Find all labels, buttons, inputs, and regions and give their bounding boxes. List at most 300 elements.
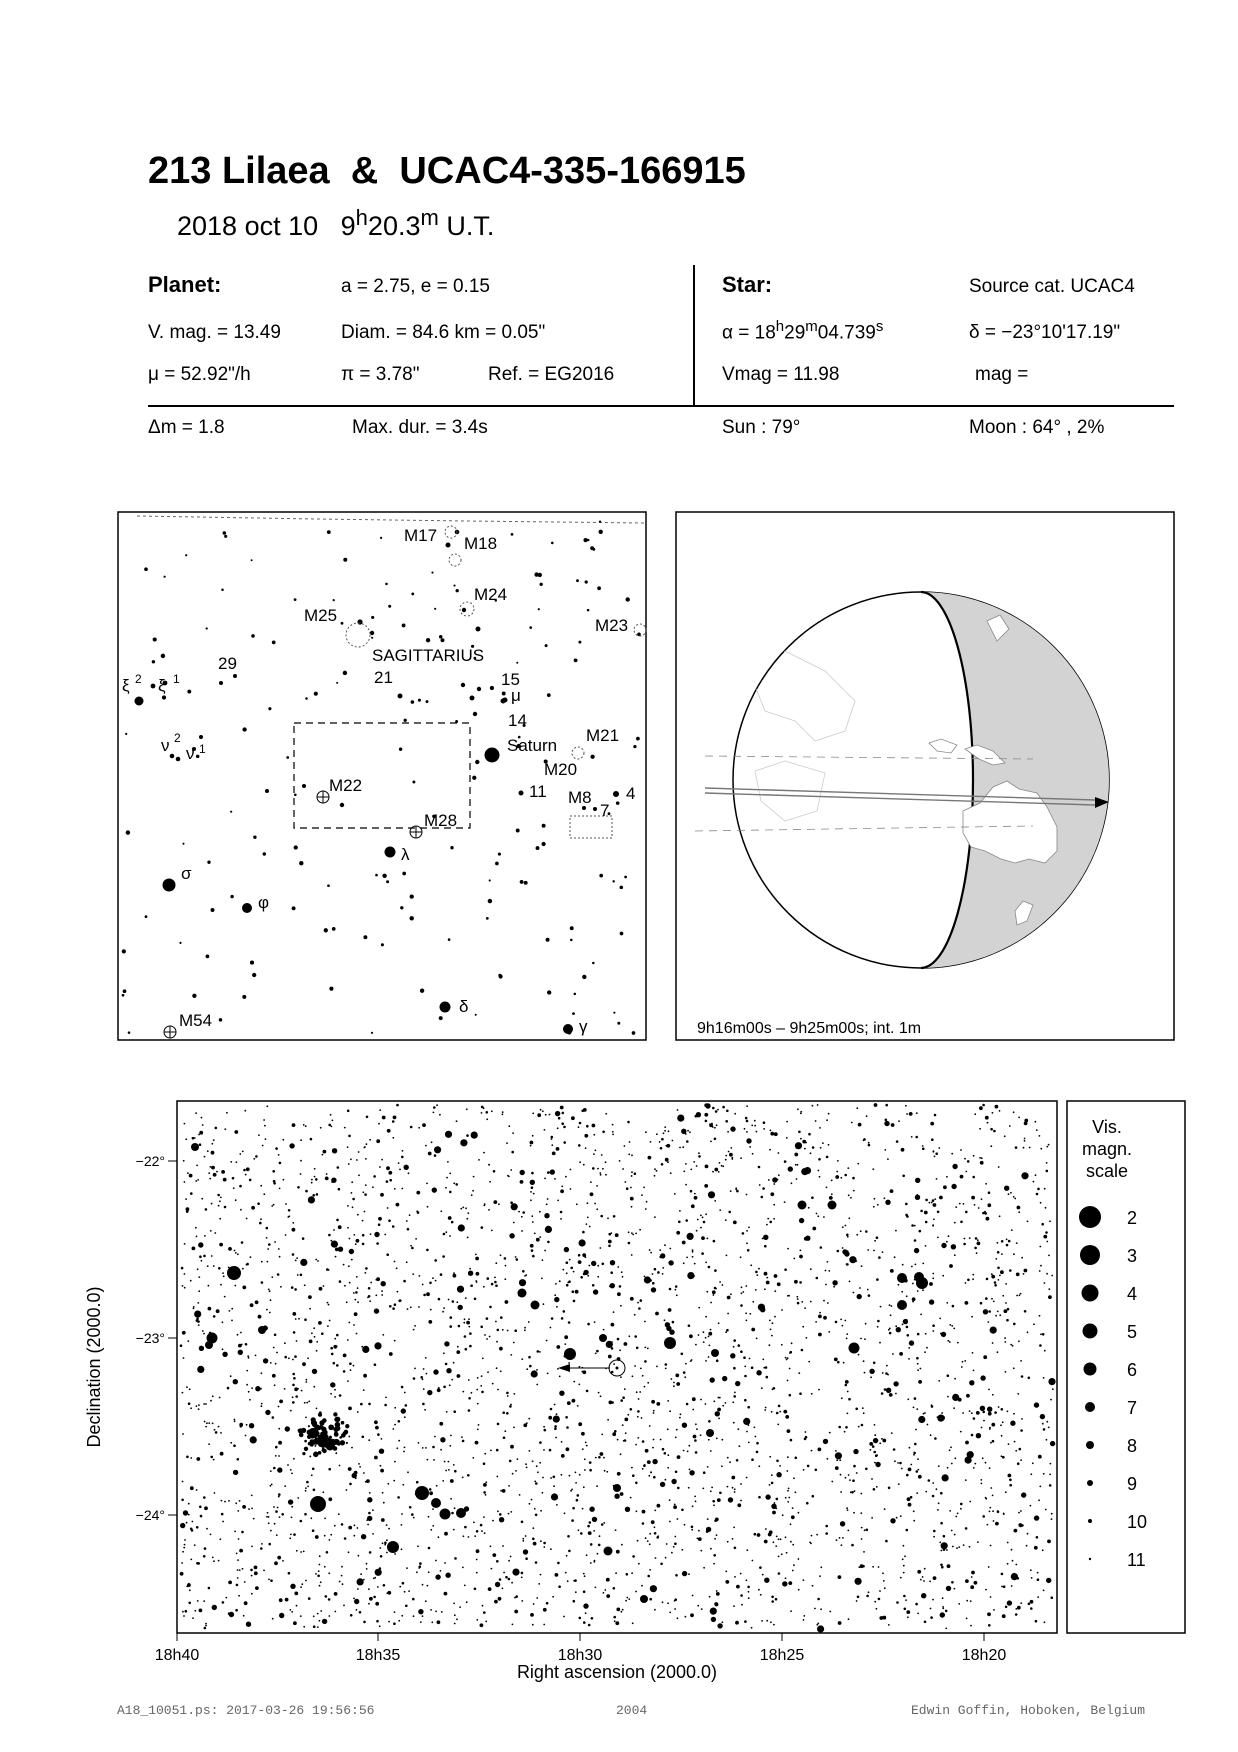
planet-heading: Planet: <box>148 272 222 297</box>
chart-star <box>876 1608 878 1610</box>
chart-star <box>432 1187 437 1192</box>
chart-star <box>837 1160 839 1162</box>
chart-star <box>530 1244 534 1248</box>
chart-star <box>372 1533 374 1535</box>
chart-star <box>305 1417 307 1419</box>
chart-star <box>508 1578 511 1581</box>
chart-star <box>567 1535 570 1538</box>
chart-star <box>942 1608 944 1610</box>
chart-star <box>477 1377 479 1379</box>
chart-star <box>506 1392 509 1395</box>
label-phi: φ <box>258 893 270 912</box>
chart-star <box>690 1190 693 1193</box>
chart-star <box>855 1578 862 1585</box>
chart-star <box>209 1332 212 1335</box>
chart-star <box>646 1201 648 1203</box>
label-mu: μ <box>511 686 521 705</box>
finder-star <box>412 781 415 784</box>
chart-star <box>297 1186 300 1189</box>
chart-star <box>705 1337 707 1339</box>
chart-star <box>836 1459 838 1461</box>
chart-star <box>343 1431 347 1435</box>
finder-star <box>462 608 466 612</box>
chart-star <box>278 1496 280 1498</box>
chart-star <box>198 1324 200 1326</box>
chart-star <box>856 1600 858 1602</box>
chart-star <box>686 1257 688 1259</box>
chart-star <box>631 1206 633 1208</box>
chart-star <box>1037 1188 1040 1191</box>
chart-star <box>331 1178 336 1183</box>
chart-star <box>483 1152 485 1154</box>
chart-star <box>687 1451 689 1453</box>
chart-star <box>356 1333 358 1335</box>
chart-star <box>251 1508 253 1510</box>
chart-star <box>535 1514 538 1517</box>
chart-star <box>205 1625 207 1627</box>
chart-star <box>536 1369 538 1371</box>
chart-star <box>208 1172 210 1174</box>
chart-star <box>997 1511 1000 1514</box>
chart-star <box>635 1482 638 1485</box>
chart-star <box>368 1295 371 1298</box>
chart-star <box>595 1587 597 1589</box>
chart-star <box>879 1442 881 1444</box>
chart-star <box>354 1471 358 1475</box>
chart-star <box>241 1531 244 1534</box>
chart-star <box>381 1438 383 1440</box>
chart-star <box>367 1497 372 1502</box>
chart-star <box>1039 1246 1041 1248</box>
finder-star <box>431 572 433 574</box>
chart-star <box>211 1151 215 1155</box>
legend-mag-2: 2 <box>1127 1208 1138 1228</box>
chart-star <box>355 1243 357 1245</box>
chart-star <box>1007 1308 1010 1311</box>
chart-star <box>848 1398 851 1401</box>
chart-star <box>447 1161 449 1163</box>
chart-star <box>600 1452 604 1456</box>
chart-star <box>759 1184 761 1186</box>
chart-star <box>601 1154 603 1156</box>
chart-star <box>756 1274 758 1276</box>
chart-star <box>611 1323 615 1327</box>
chart-star <box>593 1530 595 1532</box>
chart-star <box>335 1422 341 1428</box>
chart-star <box>947 1396 949 1398</box>
chart-star <box>259 1222 262 1225</box>
chart-star <box>962 1361 964 1363</box>
chart-star <box>386 1539 388 1541</box>
chart-star <box>255 1155 258 1158</box>
chart-star <box>915 1429 917 1431</box>
chart-star <box>502 1545 504 1547</box>
chart-star <box>272 1416 275 1419</box>
chart-star <box>525 1535 527 1537</box>
chart-star <box>334 1611 336 1613</box>
chart-star <box>774 1274 778 1278</box>
chart-star <box>564 1348 576 1360</box>
chart-star <box>698 1530 700 1532</box>
chart-star <box>705 1316 707 1318</box>
chart-star <box>903 1572 905 1574</box>
chart-star <box>793 1477 795 1479</box>
chart-star <box>703 1567 705 1569</box>
chart-star <box>456 1350 460 1354</box>
chart-star <box>640 1299 643 1302</box>
finder-star <box>265 789 269 793</box>
chart-star <box>533 1193 535 1195</box>
chart-star <box>328 1304 330 1306</box>
chart-star <box>566 1261 569 1264</box>
finder-star <box>163 879 176 892</box>
chart-star <box>425 1357 427 1359</box>
chart-star <box>1050 1399 1052 1401</box>
chart-star <box>732 1487 734 1489</box>
chart-star <box>712 1107 715 1110</box>
chart-star <box>532 1255 535 1258</box>
chart-star <box>376 1620 379 1623</box>
chart-star <box>483 1491 486 1494</box>
chart-star <box>330 1382 335 1387</box>
chart-star <box>766 1620 768 1622</box>
chart-star <box>233 1444 236 1447</box>
chart-star <box>995 1315 997 1317</box>
chart-star <box>219 1397 221 1399</box>
chart-star <box>442 1311 444 1313</box>
finder-star <box>574 993 577 996</box>
chart-star <box>884 1149 886 1151</box>
chart-star <box>972 1278 974 1280</box>
chart-star <box>261 1405 263 1407</box>
chart-star <box>199 1255 202 1258</box>
chart-star <box>751 1458 754 1461</box>
chart-star <box>890 1518 895 1523</box>
chart-star <box>910 1464 912 1466</box>
chart-star <box>742 1232 745 1235</box>
chart-star <box>454 1614 456 1616</box>
chart-star <box>747 1406 750 1409</box>
chart-star <box>1015 1613 1018 1616</box>
chart-star <box>1001 1435 1003 1437</box>
chart-star <box>380 1469 384 1473</box>
chart-star <box>613 1485 615 1487</box>
chart-star <box>266 1227 269 1230</box>
chart-star <box>690 1169 692 1171</box>
chart-star <box>198 1242 203 1247</box>
chart-star <box>645 1449 649 1453</box>
chart-star <box>384 1404 387 1407</box>
chart-star <box>583 1603 588 1608</box>
finder-star <box>324 928 328 932</box>
chart-star <box>686 1403 689 1406</box>
chart-star <box>716 1534 718 1536</box>
chart-star <box>1021 1492 1026 1497</box>
chart-star <box>983 1420 985 1422</box>
chart-star <box>751 1366 754 1369</box>
chart-star <box>544 1178 546 1180</box>
chart-star <box>859 1287 861 1289</box>
chart-star <box>405 1404 408 1407</box>
chart-star <box>367 1524 369 1526</box>
chart-star <box>662 1601 664 1603</box>
chart-star <box>971 1412 973 1414</box>
chart-star <box>356 1527 358 1529</box>
x-axis-label: Right ascension (2000.0) <box>516 1662 718 1682</box>
chart-star <box>1045 1231 1048 1234</box>
chart-star <box>294 1592 298 1596</box>
chart-star <box>560 1211 562 1213</box>
chart-star <box>387 1129 391 1133</box>
chart-star <box>418 1442 420 1444</box>
chart-star <box>561 1122 564 1125</box>
chart-star <box>573 1271 575 1273</box>
legend-mag-3: 3 <box>1127 1246 1138 1266</box>
chart-star <box>493 1170 496 1173</box>
finder-star <box>333 599 335 601</box>
chart-star <box>756 1451 759 1454</box>
chart-star <box>606 1578 610 1582</box>
chart-star <box>914 1225 916 1227</box>
chart-star <box>1011 1573 1018 1580</box>
chart-star <box>711 1617 716 1622</box>
finder-star <box>545 644 548 647</box>
chart-star <box>300 1173 302 1175</box>
chart-star <box>466 1321 470 1325</box>
finder-star <box>617 1022 620 1025</box>
chart-star <box>632 1555 635 1558</box>
chart-star <box>363 1389 365 1391</box>
finder-star <box>613 1012 615 1014</box>
chart-star <box>999 1314 1001 1316</box>
chart-star <box>1034 1515 1039 1520</box>
chart-star <box>324 1435 326 1437</box>
chart-star <box>439 1422 443 1426</box>
chart-star <box>733 1527 735 1529</box>
chart-star <box>669 1499 671 1501</box>
chart-star <box>763 1235 768 1240</box>
chart-star <box>750 1264 752 1266</box>
chart-star <box>869 1369 874 1374</box>
chart-star <box>358 1463 360 1465</box>
chart-star <box>735 1187 737 1189</box>
chart-star <box>1041 1223 1044 1226</box>
chart-star <box>1021 1172 1028 1179</box>
chart-star <box>295 1318 297 1320</box>
chart-star <box>379 1449 384 1454</box>
chart-star <box>502 1111 504 1113</box>
chart-star <box>323 1430 328 1435</box>
chart-star <box>988 1566 990 1568</box>
chart-star <box>667 1428 669 1430</box>
finder-star <box>410 894 414 898</box>
chart-star <box>593 1153 595 1155</box>
chart-star <box>863 1360 865 1362</box>
chart-star <box>777 1424 779 1426</box>
chart-star <box>986 1278 989 1281</box>
chart-star <box>583 1164 585 1166</box>
chart-star <box>245 1174 247 1176</box>
chart-star <box>650 1141 652 1143</box>
finder-star <box>489 879 491 881</box>
chart-star <box>362 1234 365 1237</box>
chart-star <box>653 1410 655 1412</box>
chart-star <box>786 1552 788 1554</box>
chart-star <box>486 1317 489 1320</box>
chart-star <box>913 1454 915 1456</box>
chart-star <box>323 1150 327 1154</box>
chart-star <box>689 1131 691 1133</box>
chart-star <box>1018 1211 1020 1213</box>
finder-star <box>385 847 396 858</box>
chart-star <box>291 1517 293 1519</box>
chart-star <box>347 1227 349 1229</box>
chart-star <box>307 1357 309 1359</box>
chart-star <box>919 1277 921 1279</box>
chart-star <box>922 1145 924 1147</box>
chart-star <box>930 1434 932 1436</box>
chart-star <box>236 1584 239 1587</box>
chart-star <box>973 1155 975 1157</box>
chart-star <box>469 1345 472 1348</box>
chart-star <box>882 1372 884 1374</box>
finder-star <box>327 530 331 534</box>
chart-star <box>771 1504 776 1509</box>
chart-star <box>676 1429 678 1431</box>
chart-star <box>237 1569 239 1571</box>
chart-star <box>312 1369 317 1374</box>
chart-star <box>842 1325 844 1327</box>
chart-star <box>992 1510 994 1512</box>
chart-star <box>408 1590 410 1592</box>
chart-star <box>300 1551 302 1553</box>
chart-star <box>906 1326 909 1329</box>
chart-star <box>746 1230 748 1232</box>
chart-star <box>554 1428 557 1431</box>
chart-star <box>990 1128 993 1131</box>
chart-star <box>642 1375 644 1377</box>
chart-star <box>764 1245 767 1248</box>
label-4: 4 <box>626 784 636 803</box>
legend-dot <box>1086 1441 1094 1449</box>
chart-star <box>382 1542 384 1544</box>
chart-star <box>186 1456 189 1459</box>
chart-star <box>310 1517 312 1519</box>
chart-star <box>946 1586 951 1591</box>
chart-star <box>896 1517 898 1519</box>
chart-star <box>908 1358 910 1360</box>
chart-star <box>867 1249 869 1251</box>
chart-star <box>300 1615 302 1617</box>
chart-star <box>689 1334 693 1338</box>
chart-star <box>730 1190 732 1192</box>
chart-star <box>854 1490 856 1492</box>
chart-star <box>366 1143 368 1145</box>
chart-star <box>496 1560 499 1563</box>
chart-star <box>798 1512 800 1514</box>
chart-star <box>628 1242 631 1245</box>
chart-star <box>288 1572 291 1575</box>
chart-star <box>541 1278 543 1280</box>
chart-star <box>251 1495 253 1497</box>
chart-star <box>213 1265 215 1267</box>
chart-star <box>199 1131 203 1135</box>
chart-star <box>583 1590 586 1593</box>
chart-star <box>865 1323 867 1325</box>
chart-star <box>721 1165 723 1167</box>
chart-star <box>781 1344 783 1346</box>
chart-star <box>844 1431 846 1433</box>
chart-star <box>733 1221 737 1225</box>
chart-star <box>746 1320 748 1322</box>
chart-star <box>977 1242 981 1246</box>
event-minutes: 20.3 <box>367 211 421 241</box>
chart-star <box>965 1527 968 1530</box>
chart-star <box>760 1307 765 1312</box>
chart-star <box>780 1538 782 1540</box>
chart-star <box>404 1165 409 1170</box>
chart-star <box>208 1587 211 1590</box>
chart-star <box>836 1539 838 1541</box>
finder-star <box>446 543 451 548</box>
finder-star <box>477 687 481 691</box>
chart-star <box>188 1503 190 1505</box>
chart-star <box>714 1138 717 1141</box>
chart-star <box>679 1210 681 1212</box>
chart-star <box>184 1243 186 1245</box>
chart-star <box>962 1412 964 1414</box>
chart-star <box>519 1494 521 1496</box>
chart-star <box>587 1217 589 1219</box>
chart-star <box>937 1211 940 1214</box>
chart-star <box>430 1309 432 1311</box>
chart-star <box>313 1386 315 1388</box>
chart-star <box>211 1255 213 1257</box>
chart-star <box>912 1297 916 1301</box>
chart-star <box>922 1148 925 1151</box>
chart-star <box>445 1470 447 1472</box>
chart-star <box>1015 1146 1018 1149</box>
chart-star <box>917 1613 919 1615</box>
chart-star <box>410 1245 412 1247</box>
label-m18: M18 <box>464 534 498 553</box>
chart-star <box>926 1347 928 1349</box>
chart-star <box>278 1455 280 1457</box>
chart-star <box>315 1259 317 1261</box>
chart-star <box>288 1357 290 1359</box>
chart-star <box>981 1427 983 1429</box>
chart-star <box>884 1197 886 1199</box>
chart-star <box>564 1335 568 1339</box>
chart-star <box>334 1432 336 1434</box>
chart-star <box>671 1479 676 1484</box>
chart-star <box>649 1598 652 1601</box>
chart-star <box>578 1422 582 1426</box>
chart-star <box>198 1134 200 1136</box>
chart-star <box>668 1308 672 1312</box>
chart-star <box>228 1247 232 1251</box>
chart-star <box>1039 1344 1042 1347</box>
chart-star <box>845 1225 847 1227</box>
label-sigma: σ <box>181 864 192 883</box>
chart-star <box>546 1602 549 1605</box>
chart-star <box>374 1308 379 1313</box>
chart-star <box>277 1273 280 1276</box>
chart-star <box>217 1194 220 1197</box>
chart-star <box>691 1359 693 1361</box>
chart-star <box>648 1156 652 1160</box>
chart-star <box>396 1104 399 1107</box>
